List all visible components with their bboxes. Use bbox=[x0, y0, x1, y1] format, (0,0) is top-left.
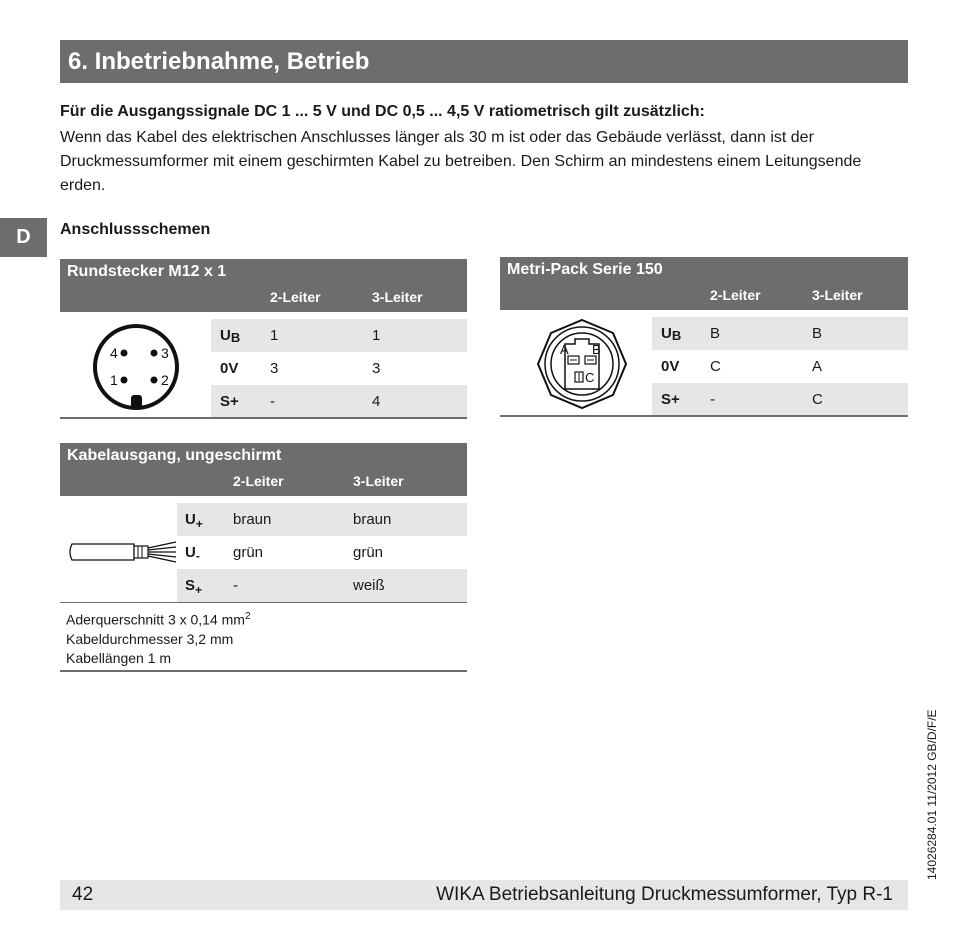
note-diameter: Kabeldurchmesser 3,2 mm bbox=[66, 630, 234, 647]
m12-pin-2-label: 2 bbox=[161, 372, 169, 388]
cable-signal-u-minus: $U_-$ bbox=[185, 544, 200, 563]
metripack-ub-3-leiter: B bbox=[812, 325, 823, 342]
metripack-col-3-leiter: 3-Leiter bbox=[812, 287, 863, 303]
metripack-signal-0v: 0V bbox=[661, 358, 680, 375]
m12-ub-2-leiter: 1 bbox=[270, 327, 279, 344]
intro-bold-text: Für die Ausgangssignale DC 1 ... 5 V und DC 0,5 ... 4,5 V ratiometrisch gilt zusätzlich: bbox=[60, 103, 705, 120]
m12-col-2-leiter: 2-Leiter bbox=[270, 289, 321, 305]
metripack-row-s-plus bbox=[652, 383, 908, 416]
metripack-col-2-leiter: 2-Leiter bbox=[710, 287, 761, 303]
m12-pin-1-label: 1 bbox=[110, 372, 118, 388]
metripack-s-plus-3-leiter: C bbox=[812, 391, 823, 408]
footer bbox=[60, 880, 908, 910]
m12-0v-3-leiter: 3 bbox=[372, 360, 381, 377]
language-tab: D bbox=[0, 218, 47, 257]
cable-col-2-leiter: 2-Leiter bbox=[233, 473, 284, 489]
m12-row-ub bbox=[211, 319, 467, 352]
cable-row-u-plus bbox=[177, 503, 467, 536]
m12-key-notch bbox=[131, 395, 142, 408]
m12-bottom-rule bbox=[60, 417, 467, 419]
cable-mid-rule bbox=[60, 602, 467, 603]
cable-notes bbox=[66, 607, 251, 668]
subheading: Anschlussschemen bbox=[60, 221, 211, 238]
metripack-pin-a-label: A bbox=[560, 342, 569, 357]
note-cross-section: Aderquerschnitt 3 x 0,14 $mm^2$ bbox=[66, 611, 251, 628]
metripack-bottom-rule bbox=[500, 415, 908, 417]
metripack-pin-b-label: B bbox=[592, 342, 601, 357]
m12-col-3-leiter: 3-Leiter bbox=[372, 289, 423, 305]
cable-signal-u-plus: $U_+$ bbox=[185, 511, 203, 531]
m12-signal-0v: 0V bbox=[220, 360, 239, 377]
metripack-0v-2-leiter: C bbox=[710, 358, 721, 375]
metripack-ub-2-leiter: B bbox=[710, 325, 721, 342]
m12-0v-2-leiter: 3 bbox=[270, 360, 279, 377]
metripack-signal-s-plus: S+ bbox=[661, 391, 680, 408]
cable-u-minus-2-leiter: grün bbox=[233, 544, 264, 561]
m12-s-plus-3-leiter: 4 bbox=[372, 393, 381, 410]
cable-table bbox=[60, 443, 467, 675]
metripack-row-ub bbox=[652, 317, 908, 350]
m12-signal-s-plus: S+ bbox=[220, 393, 239, 410]
metripack-pin-c-label: C bbox=[585, 370, 595, 385]
cable-bottom-rule bbox=[60, 670, 467, 672]
page-number: 42 bbox=[72, 884, 94, 905]
cable-u-plus-2-leiter: braun bbox=[233, 511, 272, 528]
cable-s-plus-2-leiter: - bbox=[233, 577, 238, 594]
m12-table-header bbox=[60, 259, 467, 312]
cable-diagram bbox=[68, 539, 180, 565]
intro-paragraph: Wenn das Kabel des elektrischen Anschlusses länger als 30 m ist oder das Gebäude verlässt, dann ist der Druckmessumformer mit einem geschirmten Kabel zu betreiben. Den Schirm an mindestens einem Leitungsende erden. bbox=[60, 129, 862, 194]
metripack-0v-3-leiter: A bbox=[812, 358, 823, 375]
cable-col-3-leiter: 3-Leiter bbox=[353, 473, 404, 489]
m12-signal-ub: UB bbox=[220, 327, 241, 345]
m12-connector-diagram bbox=[90, 321, 182, 413]
m12-pin-3-label: 3 bbox=[161, 345, 169, 361]
cable-u-plus-3-leiter: braun bbox=[353, 511, 392, 528]
footer-title: WIKA Betriebsanleitung Druckmessumformer, Typ R-1 bbox=[436, 884, 893, 905]
m12-s-plus-2-leiter: - bbox=[270, 393, 275, 410]
metripack-table-header bbox=[500, 257, 908, 310]
metripack-signal-ub: UB bbox=[661, 325, 682, 343]
metripack-table bbox=[500, 257, 908, 418]
note-length: Kabellängen 1 m bbox=[66, 649, 172, 666]
m12-row-s-plus bbox=[211, 385, 467, 418]
cable-table-title: Kabelausgang, ungeschirmt bbox=[67, 447, 282, 464]
metripack-table-title: Metri-Pack Serie 150 bbox=[507, 261, 663, 278]
m12-pin-4-label: 4 bbox=[110, 345, 118, 361]
document-number: 14026284.01 11/2012 GB/D/F/E bbox=[925, 709, 939, 880]
m12-table bbox=[60, 259, 467, 420]
m12-table-title: Rundstecker M12 x 1 bbox=[67, 263, 227, 280]
m12-ub-3-leiter: 1 bbox=[372, 327, 381, 344]
metripack-s-plus-2-leiter: - bbox=[710, 391, 715, 408]
metripack-row-0v bbox=[652, 350, 908, 383]
cable-row-s-plus bbox=[177, 569, 467, 602]
m12-row-0v bbox=[211, 352, 467, 385]
cable-row-u-minus bbox=[177, 536, 467, 569]
metripack-connector-diagram bbox=[535, 317, 629, 411]
cable-signal-s-plus: $S_+$ bbox=[185, 577, 203, 597]
section-title: 6. Inbetriebnahme, Betrieb bbox=[60, 40, 908, 83]
cable-table-header bbox=[60, 443, 467, 496]
cable-s-plus-3-leiter: weiß bbox=[353, 577, 385, 594]
cable-u-minus-3-leiter: grün bbox=[353, 544, 384, 561]
